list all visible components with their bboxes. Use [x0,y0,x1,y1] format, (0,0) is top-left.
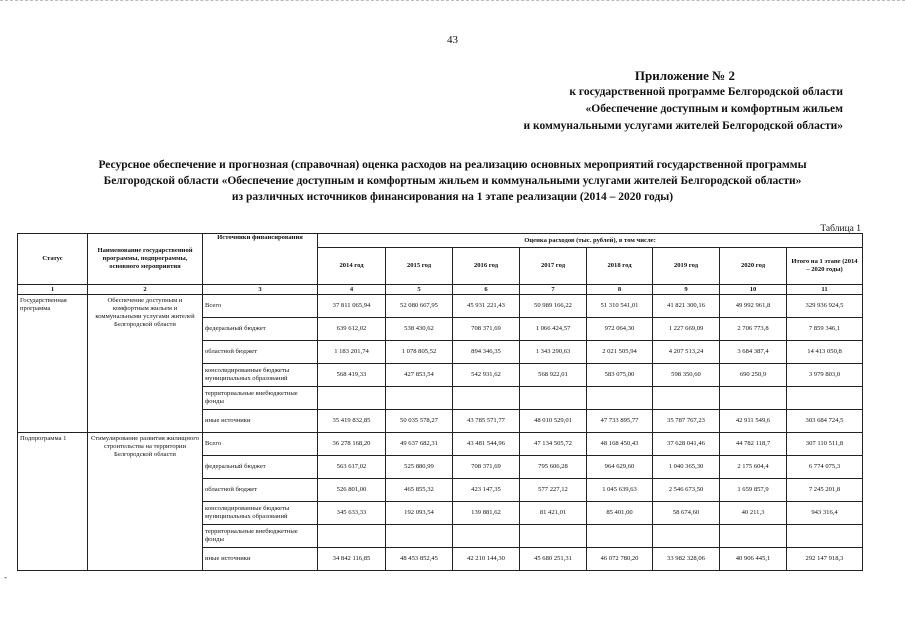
value-cell: 1 343 290,63 [520,341,587,364]
header-year: 2014 год [318,248,386,285]
value-cell: 568 922,01 [520,364,587,387]
value-cell: 2 546 673,50 [653,479,720,502]
value-cell: 708 371,69 [453,456,520,479]
value-cell [787,525,863,548]
value-cell [386,525,453,548]
value-cell: 3 684 387,4 [720,341,787,364]
value-cell [587,387,653,410]
header-col-number: 2 [88,285,203,295]
value-cell: 50 989 166,22 [520,295,587,318]
header-col-number: 6 [453,285,520,295]
source-cell: консолидированные бюджеты муниципальных образований [203,364,318,387]
page-number: 43 [447,34,458,46]
value-cell: 44 782 118,7 [720,433,787,456]
value-cell: 43 481 544,96 [453,433,520,456]
value-cell: 41 821 300,16 [653,295,720,318]
margin-mark: - [4,572,7,582]
header-col-numbers-row [18,285,863,295]
value-cell: 35 419 832,85 [318,410,386,433]
value-cell [318,525,386,548]
value-cell: 42 911 549,6 [720,410,787,433]
value-cell: 542 931,62 [453,364,520,387]
value-cell: 49 992 961,8 [720,295,787,318]
value-cell: 3 979 803,0 [787,364,863,387]
title-line-2: Белгородской области «Обеспечение доступным и комфортным жильем и коммунальными услугами жителей Белгородской области» [103,175,802,187]
header-col-number: 11 [787,285,863,295]
value-cell: 7 245 201,8 [787,479,863,502]
value-cell: 4 207 513,24 [653,341,720,364]
header-col-number: 1 [18,285,88,295]
source-cell: иные источники [203,410,318,433]
header-name: Наименование государственной программы, подпрограммы, основного мероприятия [88,234,203,285]
value-cell [318,387,386,410]
value-cell: 7 859 346,1 [787,318,863,341]
header-status: Статус [18,234,88,285]
table-row [18,295,863,318]
value-cell: 48 010 529,01 [520,410,587,433]
value-cell [587,525,653,548]
value-cell [720,387,787,410]
value-cell: 1 078 805,52 [386,341,453,364]
title-line-1: Ресурсное обеспечение и прогнозная (справочная) оценка расходов на реализацию основных мероприятий государственной программы [98,159,807,171]
value-cell: 45 680 251,31 [520,548,587,571]
appendix-line-3: «Обеспечение доступным и комфортным жильем [585,103,843,115]
value-cell: 36 278 168,20 [318,433,386,456]
header-year: 2018 год [587,248,653,285]
status-cell: Подпрограмма 1 [18,433,88,571]
value-cell: 58 674,60 [653,502,720,525]
value-cell [453,387,520,410]
value-cell [386,387,453,410]
value-cell: 40 906 445,1 [720,548,787,571]
header-year: 2016 год [453,248,520,285]
source-cell: Всего [203,295,318,318]
value-cell [520,525,587,548]
header-year: 2017 год [520,248,587,285]
value-cell: 51 310 541,01 [587,295,653,318]
value-cell: 894 346,35 [453,341,520,364]
value-cell [520,387,587,410]
source-cell: консолидированные бюджеты муниципальных образований [203,502,318,525]
appendix-header [423,67,843,135]
value-cell: 2 021 505,94 [587,341,653,364]
value-cell: 40 211,3 [720,502,787,525]
value-cell: 81 421,01 [520,502,587,525]
value-cell: 329 936 924,5 [787,295,863,318]
value-cell: 192 093,54 [386,502,453,525]
value-cell: 50 035 578,27 [386,410,453,433]
source-cell: федеральный бюджет [203,318,318,341]
value-cell: 46 072 780,20 [587,548,653,571]
header-year: Итого на 1 этапе (2014 – 2020 годы) [787,248,863,285]
value-cell: 43 785 571,77 [453,410,520,433]
value-cell [653,387,720,410]
value-cell [787,387,863,410]
header-col-number: 9 [653,285,720,295]
value-cell: 639 612,02 [318,318,386,341]
value-cell [720,525,787,548]
value-cell: 427 853,54 [386,364,453,387]
top-scan-edge [0,0,905,4]
value-cell: 35 787 767,23 [653,410,720,433]
table-row [18,433,863,456]
value-cell: 52 080 667,95 [386,295,453,318]
value-cell: 139 881,62 [453,502,520,525]
value-cell: 48 453 852,45 [386,548,453,571]
value-cell: 1 040 365,30 [653,456,720,479]
value-cell: 33 982 328,06 [653,548,720,571]
value-cell: 6 774 075,3 [787,456,863,479]
value-cell: 307 110 511,8 [787,433,863,456]
title-line-3: из различных источников финансирования на 1 этапе реализации (2014 – 2020 годы) [231,191,674,203]
value-cell: 292 147 918,3 [787,548,863,571]
program-name-cell: Стимулирование развития жилищного строительства на территории Белгородской области [88,433,203,571]
table-label: Таблица 1 [820,224,861,234]
header-col-number: 7 [520,285,587,295]
appendix-title: Приложение № 2 [634,68,735,83]
header-year: 2019 год [653,248,720,285]
header-col-number: 3 [203,285,318,295]
value-cell: 47 134 505,72 [520,433,587,456]
value-cell: 708 371,69 [453,318,520,341]
header-col-number: 4 [318,285,386,295]
source-cell: территориальные внебюджетные фонды [203,387,318,410]
source-cell: Всего [203,433,318,456]
value-cell: 598 350,60 [653,364,720,387]
value-cell: 48 168 450,43 [587,433,653,456]
header-col-number: 5 [386,285,453,295]
value-cell: 37 628 041,46 [653,433,720,456]
value-cell: 303 684 724,5 [787,410,863,433]
appendix-line-2: к государственной программе Белгородской области [569,86,843,98]
value-cell: 423 147,35 [453,479,520,502]
value-cell: 525 880,99 [386,456,453,479]
header-year: 2015 год [386,248,453,285]
document-title [30,157,875,205]
source-cell: областной бюджет [203,479,318,502]
header-estimate: Оценка расходов (тыс. рублей), в том числе: [318,234,863,248]
value-cell: 964 629,60 [587,456,653,479]
value-cell: 538 430,62 [386,318,453,341]
value-cell: 45 931 221,43 [453,295,520,318]
header-year: 2020 год [720,248,787,285]
value-cell: 34 842 116,85 [318,548,386,571]
table-body [18,295,863,571]
value-cell: 2 706 773,8 [720,318,787,341]
value-cell: 568 419,33 [318,364,386,387]
source-cell: иные источники [203,548,318,571]
value-cell: 943 316,4 [787,502,863,525]
value-cell: 1 227 669,09 [653,318,720,341]
value-cell: 2 175 604,4 [720,456,787,479]
value-cell: 1 066 424,57 [520,318,587,341]
value-cell [653,525,720,548]
source-cell: территориальные внебюджетные фонды [203,525,318,548]
source-cell: областной бюджет [203,341,318,364]
value-cell: 1 045 639,63 [587,479,653,502]
value-cell: 577 227,12 [520,479,587,502]
value-cell: 563 617,02 [318,456,386,479]
header-sources: Источники финансирования [203,234,318,285]
header-col-number: 8 [587,285,653,295]
value-cell: 795 606,28 [520,456,587,479]
value-cell: 972 064,30 [587,318,653,341]
header-col-number: 10 [720,285,787,295]
value-cell: 1 183 201,74 [318,341,386,364]
value-cell: 85 401,00 [587,502,653,525]
funding-table [17,233,863,571]
source-cell: федеральный бюджет [203,456,318,479]
appendix-line-4: и коммунальными услугами жителей Белгородской области» [523,120,843,132]
program-name-cell: Обеспечение доступным и комфортным жильем и коммунальными услугами жителей Белгородской области [88,295,203,433]
value-cell [453,525,520,548]
value-cell: 47 733 895,77 [587,410,653,433]
value-cell: 42 210 144,30 [453,548,520,571]
value-cell: 690 250,9 [720,364,787,387]
value-cell: 583 075,00 [587,364,653,387]
value-cell: 37 811 065,94 [318,295,386,318]
value-cell: 526 801,00 [318,479,386,502]
value-cell: 14 413 050,8 [787,341,863,364]
value-cell: 345 633,33 [318,502,386,525]
value-cell: 49 637 682,31 [386,433,453,456]
value-cell: 465 855,32 [386,479,453,502]
status-cell: Государственная программа [18,295,88,433]
value-cell: 1 659 857,9 [720,479,787,502]
